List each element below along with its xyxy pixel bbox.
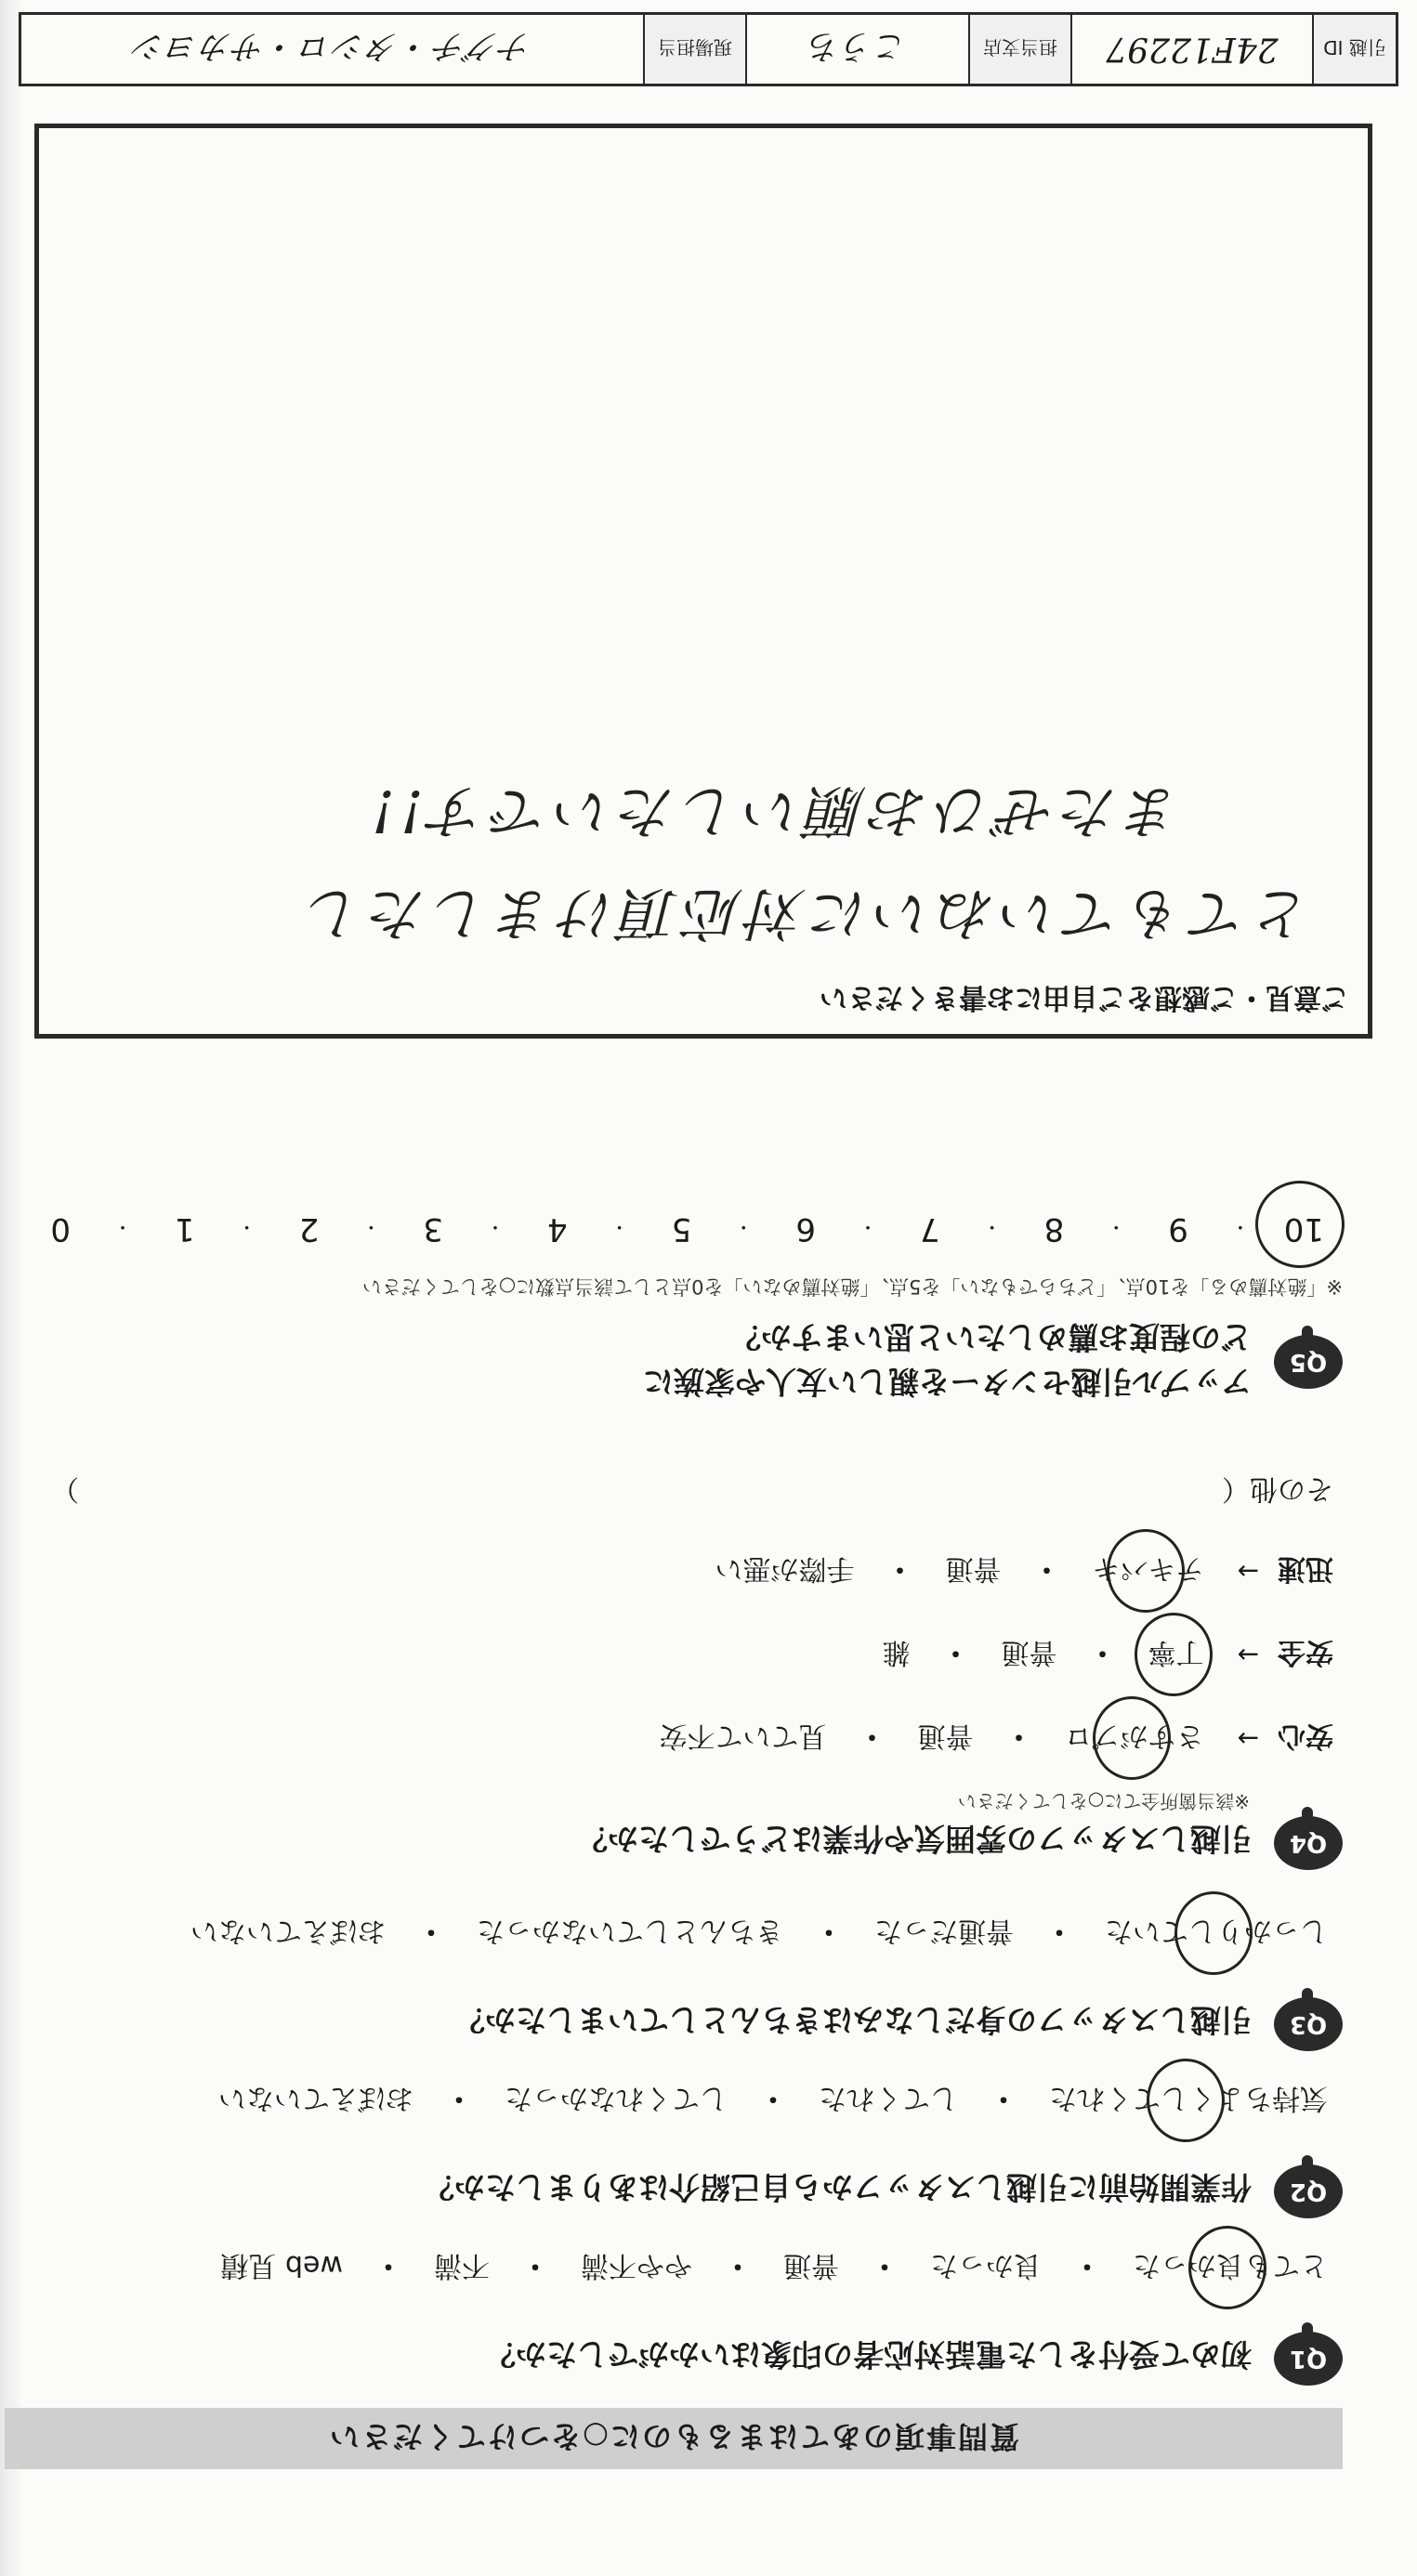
q2-options: 気持ちよくしてくれた ・ してくれた ・ してくれなかった ・ おぼえていない — [213, 2077, 1333, 2125]
q3-option-1[interactable]: しっかりしていた — [1099, 1910, 1333, 1958]
q3-option-3[interactable]: きちんとしていなかった — [477, 1915, 783, 1947]
score-1[interactable]: 1 — [175, 1210, 195, 1248]
q4-other-close: ） — [51, 1472, 79, 1505]
score-8[interactable]: 8 — [1043, 1210, 1065, 1248]
question-1 — [42, 2246, 1343, 2386]
branch-value: こうち — [745, 15, 968, 84]
q4-row-3-label: 迅速 — [1278, 1552, 1333, 1585]
q1-option-2[interactable]: 良かった — [930, 2249, 1042, 2282]
q4-row-3-option-2[interactable]: 普通 — [945, 1552, 1002, 1585]
q4-row-2-option-3[interactable]: 雑 — [882, 1636, 911, 1668]
q1-option-4[interactable]: やや不満 — [581, 2249, 692, 2282]
q5-text-line2: どの程度お薦めしたいと思いますか？ — [730, 1319, 1252, 1355]
q4-row-anzen: 安全 → 丁寧 ・ 普通 ・ 雑 — [877, 1631, 1333, 1680]
q2-badge: Q2 — [1274, 2164, 1343, 2218]
q1-options: とても良かった ・ 良かった ・ 普通 ・ やや不満 ・ 不満 ・ web 見積 — [215, 2244, 1333, 2293]
q4-row-1-option-2[interactable]: 普通 — [917, 1720, 974, 1752]
instruction-text: 質問事項のあてはまるものに○をつけてください — [328, 2419, 1019, 2454]
page-edge-shadow — [0, 0, 24, 2576]
comments-box[interactable] — [34, 124, 1372, 1039]
q3-option-2[interactable]: 普通だった — [874, 1915, 1014, 1947]
q4-badge: Q4 — [1274, 1816, 1343, 1870]
id-value: 24F12297 — [1070, 15, 1312, 84]
team-value: ナグチ・タシロ・サカヨシ — [132, 27, 532, 66]
q2-option-1[interactable]: 気持ちよくしてくれた — [1043, 2077, 1333, 2125]
q5-note: ※「絶対薦める」を10点、「どちらでもない」を5点、「絶対薦めない」を0点として該当点数に○をしてください — [361, 1275, 1343, 1298]
question-3 — [42, 1912, 1343, 2051]
q4-row-3-option-1[interactable]: テキパキ — [1087, 1548, 1210, 1596]
q2-option-4[interactable]: おぼえていない — [218, 2082, 413, 2114]
score-7[interactable]: 7 — [919, 1210, 940, 1248]
comment-line-2: またぜひお願いしたいです!! — [366, 778, 1182, 845]
q4-row-1-option-1[interactable]: さすがプロ — [1059, 1715, 1210, 1763]
q4-row-1-label: 安心 — [1278, 1720, 1333, 1752]
q4-note: ※該当箇所全てに○をしてください — [957, 1790, 1250, 1812]
comment-line-1: とてもていねいに対応頂けましたし — [300, 880, 1312, 948]
q4-text: 引越しスタッフの雰囲気や作業はどうでしたか？ — [577, 1821, 1252, 1857]
team-label: 現場担当 — [643, 15, 745, 84]
arrow-icon: → — [1237, 1723, 1259, 1755]
score-6[interactable]: 6 — [795, 1210, 816, 1248]
q1-option-1[interactable]: とても良かった — [1127, 2244, 1333, 2293]
q4-row-2-option-1[interactable]: 丁寧 — [1143, 1631, 1210, 1680]
q4-other-label: その他（ — [1222, 1472, 1333, 1505]
arrow-icon: → — [1237, 1556, 1259, 1588]
q4-row-jinsoku: 迅速 → テキパキ ・ 普通 ・ 手際が悪い — [710, 1548, 1333, 1596]
comments-label: ご意見・ご感想をご自由にお書きください — [820, 981, 1349, 1013]
q2-text: 作業開始前に引越しスタッフから自己紹介はありましたか？ — [424, 2169, 1252, 2205]
score-3[interactable]: 3 — [423, 1210, 443, 1248]
score-0[interactable]: 0 — [50, 1210, 71, 1248]
score-10[interactable]: 10 — [1283, 1210, 1324, 1248]
question-2 — [42, 2079, 1343, 2218]
q1-text: 初めて受付をした電話対応者の印象はいかがでしたか？ — [485, 2336, 1252, 2373]
q3-badge: Q3 — [1274, 1997, 1343, 2051]
score-2[interactable]: 2 — [298, 1210, 320, 1248]
q3-options: しっかりしていた ・ 普通だった ・ きちんとしていなかった ・ おぼえていない — [185, 1910, 1333, 1958]
q2-option-3[interactable]: してくれなかった — [505, 2082, 728, 2114]
q4-row-1-option-3[interactable]: 見ていて不安 — [659, 1720, 827, 1752]
q4-row-3-option-3[interactable]: 手際が悪い — [715, 1552, 855, 1585]
q4-row-anshin: 安心 → さすがプロ ・ 普通 ・ 見ていて不安 — [654, 1715, 1333, 1763]
q3-text: 引越しスタッフの身だしなみはきちんとしていましたか？ — [454, 2002, 1252, 2038]
id-table — [19, 12, 1398, 86]
q3-option-4[interactable]: おぼえていない — [190, 1915, 386, 1947]
q5-text-line1: アップル引越センターを親しい友人や家族に — [642, 1364, 1252, 1400]
q4-row-2-option-2[interactable]: 普通 — [1001, 1636, 1057, 1668]
question-5 — [42, 1099, 1343, 1406]
q1-option-5[interactable]: 不満 — [434, 2249, 490, 2282]
question-4 — [42, 1452, 1343, 1870]
q4-row-2-label: 安全 — [1278, 1636, 1333, 1668]
q1-badge: Q1 — [1274, 2332, 1343, 2386]
score-9[interactable]: 9 — [1168, 1210, 1188, 1248]
branch-label: 担当支店 — [968, 15, 1070, 84]
q1-option-6[interactable]: web 見積 — [220, 2249, 343, 2282]
q2-option-2[interactable]: してくれた — [819, 2082, 958, 2114]
q5-scale: 10 ・ 9 ・ 8 ・ 7 ・ 6 ・ 5 ・ 4 ・ 3 ・ 2 ・ 1 ・ 0 — [42, 1210, 1324, 1248]
q4-row-other — [51, 1471, 1333, 1512]
q5-badge: Q5 — [1274, 1335, 1343, 1389]
q1-option-3[interactable]: 普通 — [783, 2249, 839, 2282]
arrow-icon: → — [1237, 1640, 1259, 1671]
id-label: 引越 ID — [1312, 15, 1396, 84]
score-5[interactable]: 5 — [671, 1210, 692, 1248]
score-4[interactable]: 4 — [546, 1210, 568, 1248]
instruction-band — [5, 2408, 1343, 2469]
